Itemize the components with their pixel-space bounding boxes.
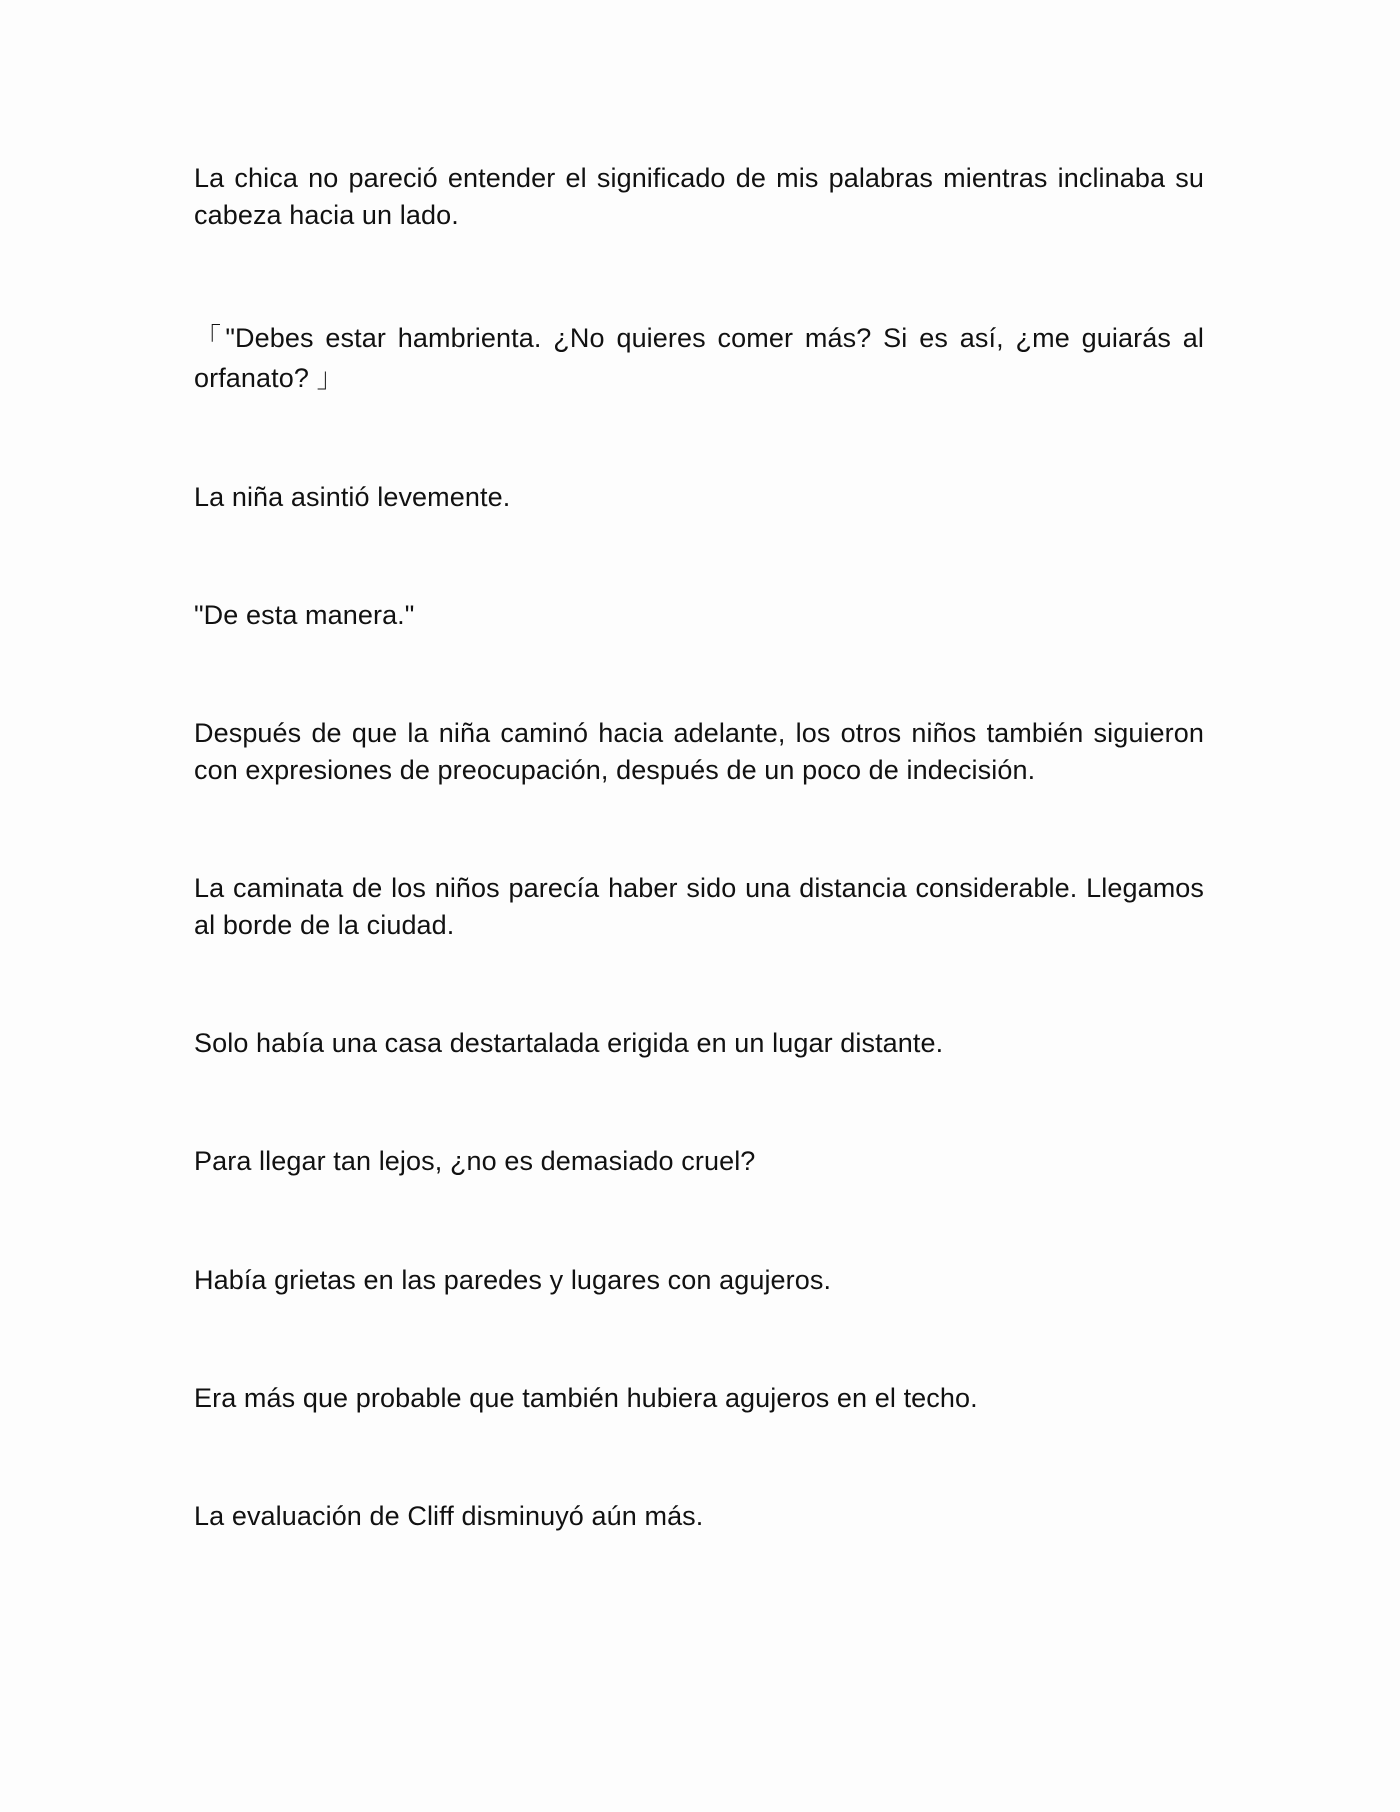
paragraph: La niña asintió levemente.: [194, 482, 511, 512]
paragraph: La evaluación de Cliff disminuyó aún más.: [194, 1501, 704, 1531]
paragraph: Para llegar tan lejos, ¿no es demasiado cruel?: [194, 1146, 756, 1176]
paragraph: Solo había una casa destartalada erigida en un lugar distante.: [194, 1028, 944, 1058]
paragraph: Era más que probable que también hubiera agujeros en el techo.: [194, 1383, 978, 1413]
paragraph: Después de que la niña caminó hacia adelante, los otros niños también siguieron con expresiones de preocupación, después de un poco de indecisión.: [194, 718, 1204, 785]
paragraph: 「"Debes estar hambrienta. ¿No quieres comer más? Si es así, ¿me guiarás al orfanato? 」: [194, 323, 1204, 393]
paragraph: La chica no pareció entender el significado de mis palabras mientras inclinaba su cabeza hacia un lado.: [194, 163, 1204, 230]
paragraph: Había grietas en las paredes y lugares con agujeros.: [194, 1265, 832, 1295]
paragraph: "De esta manera.": [194, 600, 415, 630]
paragraph: La caminata de los niños parecía haber sido una distancia considerable. Llegamos al borde de la ciudad.: [194, 873, 1204, 940]
